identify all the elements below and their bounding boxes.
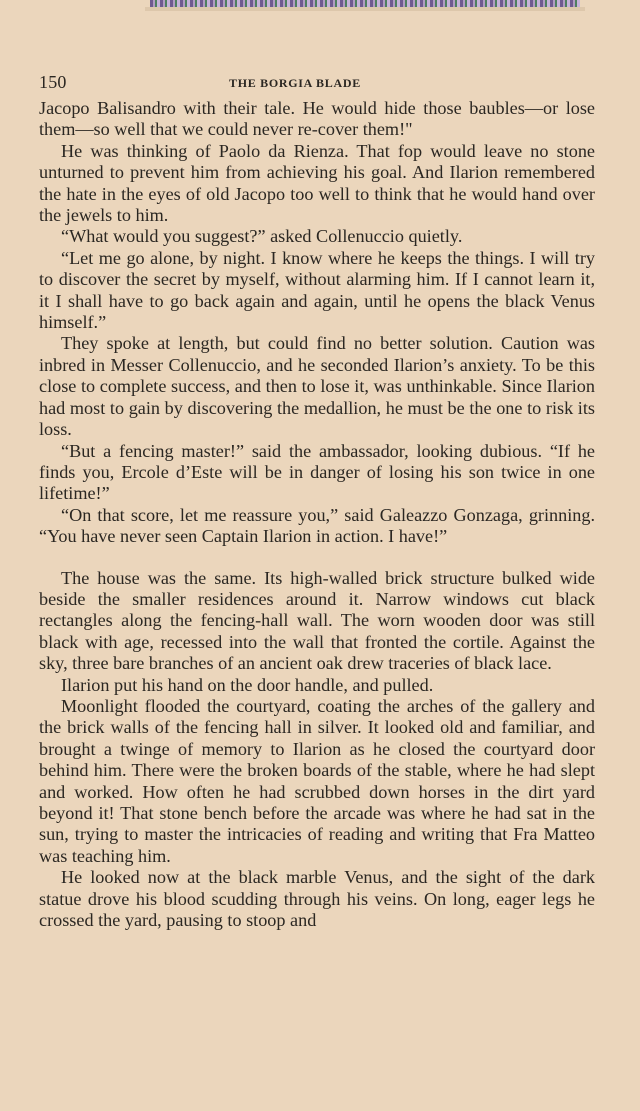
section-break-space (39, 548, 595, 568)
paragraph-1: Jacopo Balisandro with their tale. He would hide those baubles—or lose them—so well that we could never re-cover them!" (39, 98, 595, 140)
paragraph-4: “Let me go alone, by night. I know where he keeps the things. I will try to discover the secret by myself, without alarming him. If I cannot learn it, it I shall have to go back again and again, until he opens the black Venus himself.” (39, 247, 595, 333)
page-header (39, 70, 595, 98)
page-top-tab-strip (150, 0, 580, 7)
paragraph-11: He looked now at the black marble Venus, and the sight of the dark statue drove his blood scudding through his veins. On long, eager legs he crossed the yard, pausing to stoop and (39, 867, 595, 931)
page-number: 150 (39, 72, 67, 92)
page-content (39, 70, 595, 931)
running-head: THE BORGIA BLADE (229, 76, 361, 90)
paragraph-6: “But a fencing master!” said the ambassador, looking dubious. “If he finds you, Ercole d’Este will be in danger of losing his son twice in one lifetime!” (39, 440, 595, 504)
paragraph-9: Ilarion put his hand on the door handle, and pulled. (61, 674, 434, 695)
paragraph-5: They spoke at length, but could find no better solution. Caution was inbred in Messer Collenuccio, and he seconded Ilarion’s anxiety. To be this close to complete success, and then to lose it, was unthinkable. Since Ilarion had most to gain by discovering the medallion, he must be the one to risk its loss. (39, 333, 595, 440)
paragraph-10: Moonlight flooded the courtyard, coating the arches of the gallery and the brick walls of the fencing hall in silver. It looked old and familiar, and brought a twinge of memory to Ilarion as he closed the courtyard door behind him. There were the broken boards of the stable, where he had slept and worked. How often he had scrubbed down horses in the dirt yard beyond it! That stone bench before the arcade was where he had sat in the sun, trying to master the intricacies of reading and writing that Fra Matteo was teaching him. (39, 695, 595, 866)
paragraph-8: The house was the same. Its high-walled brick structure bulked wide beside the smaller residences around it. Narrow windows cut black rectangles along the fencing-hall wall. The worn wooden door was still black with age, recessed into the wall that fronted the cortile. Against the sky, three bare branches of an ancient oak drew traceries of black lace. (39, 567, 595, 674)
page-top-shadow (145, 7, 585, 11)
paragraph-2: He was thinking of Paolo da Rienza. That fop would leave no stone unturned to prevent him from achieving his goal. And Ilarion remembered the hate in the eyes of old Jacopo too well to think that he would hand over the jewels to him. (39, 140, 595, 226)
paragraph-3: “What would you suggest?” asked Collenuccio quietly. (61, 226, 463, 247)
paragraph-7: “On that score, let me reassure you,” said Galeazzo Gonzaga, grinning. “You have never seen Captain Ilarion in action. I have!” (39, 504, 595, 547)
